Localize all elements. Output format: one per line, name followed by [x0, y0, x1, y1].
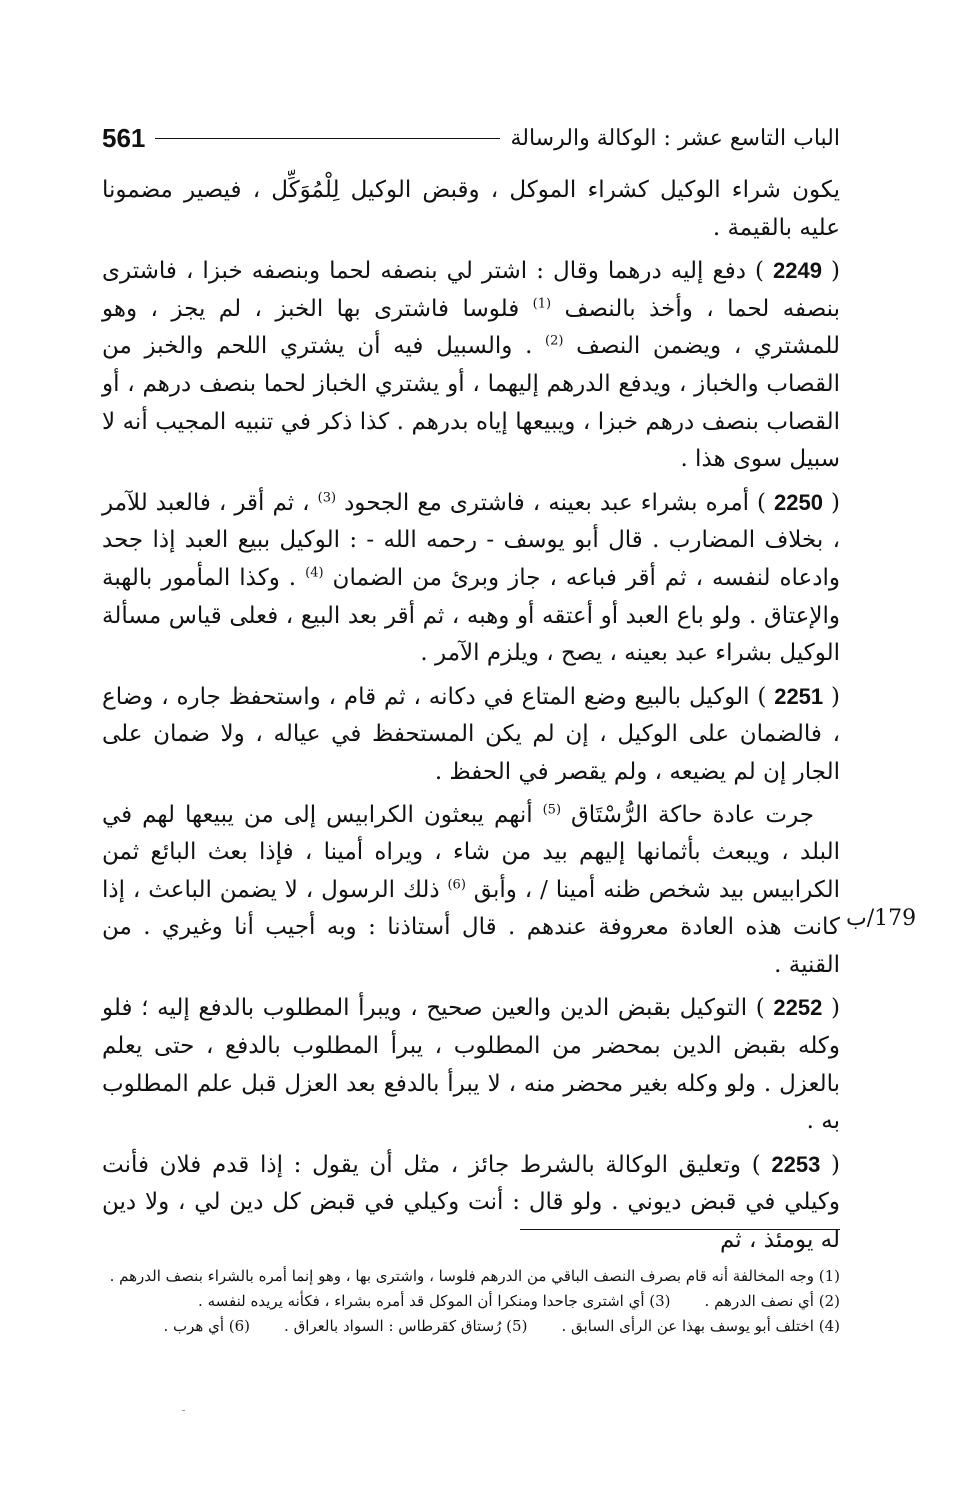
section-number: 2251	[774, 683, 824, 709]
folio-margin-note: 179/ب	[846, 906, 917, 931]
text-run: (	[823, 489, 840, 516]
paragraph-p2253	[102, 1146, 840, 1260]
text-run: أنهم يبعثون الكرابيس إلى من يبيعها لهم في البلد ، ويبعث بأثمانها إليهم بيد من شاء ، ويراه أمينا ، فإذا بعث البائع ثمن الكرابيس بيد شخص ظنه أمينا / ، وأبق	[102, 801, 840, 903]
text-run: . والسبيل فيه أن يشتري اللحم والخبز من القصاب والخباز ، ويدفع الدرهم إليهما ، أو يشتري الخباز لحما بنصف درهم ، أو القصاب بنصف درهم خبزا ، ويبيعها إياه بدرهم . كذا ذكر في تنبيه المجيب أنه لا سبيل سوى هذا .	[102, 333, 840, 473]
text-run: ) الوكيل بالبيع وضع المتاع في دكانه ، ثم قام ، واستحفظ جاره ، وضاع ، فالضمان على الوكيل ، إن لم يكن المستحفظ في عياله ، ولا ضمان على الجار إن لم يضيعه ، ولم يقصر في الحفظ .	[102, 683, 840, 785]
page-header	[102, 118, 840, 158]
page-number: 561	[102, 122, 146, 153]
paragraph-p0	[102, 172, 840, 247]
footnote-item: (2) أي نصف الدرهم .	[704, 1292, 840, 1310]
paragraph-p2252	[102, 989, 840, 1140]
footnotes	[102, 1264, 840, 1339]
section-number: 2250	[774, 489, 823, 515]
chapter-title: الباب التاسع عشر : الوكالة والرسالة	[510, 125, 840, 151]
section-number: 2252	[773, 995, 823, 1021]
text-run: ) أمره بشراء عبد بعينه ، فاشترى مع الجحود	[336, 489, 775, 516]
footnote-item: (6) أي هرب .	[163, 1317, 251, 1335]
scan-speck	[182, 1410, 185, 1411]
text-run: يكون شراء الوكيل كشراء الموكل ، وقبض الوكيل لِلْمُوَكِّل ، فيصير مضمونا عليه بالقيمة .	[102, 177, 840, 241]
text-run: ) وتعليق الوكالة بالشرط جائز ، مثل أن يقول : إذا قدم فلان فأنت وكيلي في قبض ديوني . ولو قال : أنت وكيلي في قبض كل دين لي ، ولا دين له يومئذ ، ثم	[102, 1151, 840, 1254]
footnote-line	[102, 1314, 840, 1339]
paragraph-p2249	[102, 252, 840, 479]
text-run: (	[822, 995, 840, 1022]
text-run: (	[820, 1151, 840, 1178]
header-rule	[155, 138, 500, 139]
footnote-rule	[520, 1229, 840, 1230]
footnote-line	[102, 1264, 840, 1289]
footnote-line	[102, 1289, 840, 1314]
footnote-marker: (4)	[305, 565, 324, 581]
section-number: 2249	[773, 258, 822, 284]
text-run: جرت عادة حاكة الرُّسْتَاق	[561, 801, 814, 828]
paragraph-p2250	[102, 484, 840, 673]
footnote-marker: (2)	[545, 333, 564, 349]
text-run: ، ثم أقر ، فالعبد للآمر ، بخلاف المضارب . قال أبو يوسف - رحمه الله - : الوكيل ببيع العبد إذا جحد وادعاه لنفسه ، ثم أقر فباعه ، جاز وبرئ من الضمان	[102, 489, 840, 591]
footnote-item: (3) أي اشترى جاحدا ومنكرا أن الموكل قد أمره بشراء ، فكأنه يريده لنفسه .	[198, 1292, 671, 1310]
section-number: 2253	[771, 1151, 821, 1177]
text-run: ) دفع إليه درهما وقال : اشتر لي بنصفه لحما وبنصفه خبزا ، فاشترى بنصفه لحما ، وأخذ بالنصف	[102, 258, 840, 322]
footnote-item: (5) رُستاق كقرطاس : السواد بالعراق .	[284, 1317, 528, 1335]
text-run: . وكذا المأمور بالهبة والإعتاق . ولو باع العبد أو أعتقه أو وهبه ، ثم أقر بعد البيع ، فعلى قياس مسألة الوكيل بشراء عبد بعينه ، يصح ، ويلزم الآمر .	[102, 564, 840, 667]
text-run: (	[821, 258, 840, 285]
text-run: ) التوكيل بقبض الدين والعين صحيح ، ويبرأ المطلوب بالدفع إليه ؛ فلو وكله بقبض الدين بمحضر من المطلوب ، يبرأ المطلوب بالدفع ، حتى يعلم بالعزل . ولو وكله بغير محضر منه ، لا يبرأ بالدفع بعد العزل قبل علم المطلوب به .	[102, 995, 840, 1135]
text-run: (	[823, 683, 840, 710]
text-run: فلوسا فاشترى بها الخبز ، لم يجز ، وهو للمشتري ، ويضمن النصف	[102, 295, 840, 360]
paragraph-p_custom	[102, 797, 840, 985]
main-text	[102, 172, 840, 1260]
footnote-marker: (3)	[317, 490, 337, 506]
footnote-item: (1) وجه المخالفة أنه قام بصرف النصف الباقي من الدرهم فلوسا ، واشترى بها ، وهو إنما أمره بالشراء بنصف الدرهم .	[109, 1267, 840, 1285]
footnote-marker: (1)	[532, 296, 552, 312]
text-run: ذلك الرسول ، لا يضمن الباعث ، إذا كانت هذه العادة معروفة عندهم . قال أستاذنا : وبه أجيب أنا وغيري . من القنية .	[102, 876, 840, 978]
paragraph-p2251	[102, 678, 840, 792]
footnote-item: (4) اختلف أبو يوسف بهذا عن الرأى السابق .	[561, 1317, 840, 1335]
footnote-marker: (6)	[447, 877, 466, 893]
footnote-marker: (5)	[542, 801, 562, 817]
